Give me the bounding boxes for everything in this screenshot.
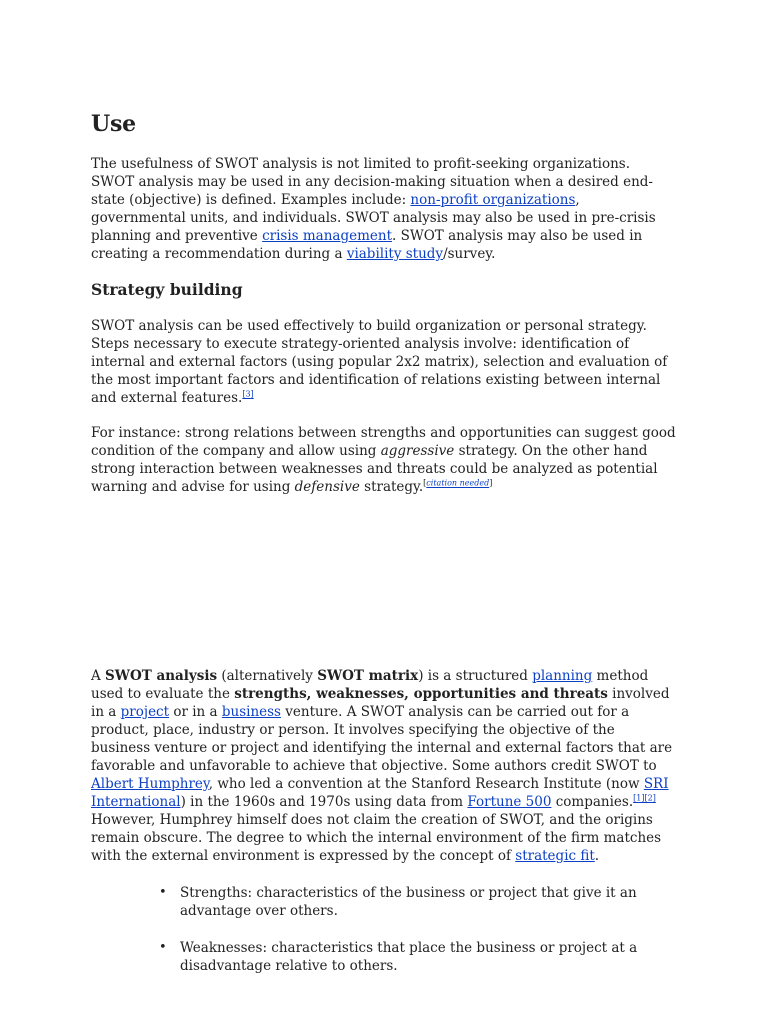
citation-bracket: [: [423, 478, 427, 488]
bullet-icon: •: [159, 885, 167, 900]
text-run: , governmental units, and individuals. SWOT analysis may also be used in pre-crisis planning and preventive: [91, 192, 656, 244]
text-run: or in a: [169, 704, 222, 720]
text-run: method used to evaluate the: [91, 668, 649, 702]
bullet-icon: •: [159, 940, 167, 955]
text-run: companies.: [551, 794, 634, 810]
text-run: ) in the 1960s and 1970s using data from: [180, 794, 468, 810]
link-crisis-management[interactable]: crisis management: [262, 228, 393, 244]
paragraph-strategy-steps: [91, 317, 677, 407]
text-run: , who led a convention at the Stanford Research Institute (now: [208, 776, 644, 792]
link-viability-study[interactable]: viability study: [346, 246, 444, 262]
link-sri-international[interactable]: SRI International: [91, 776, 669, 810]
bold-swot-elements: strengths, weaknesses, opportunities and threats: [234, 686, 608, 702]
paragraph-swot-definition: [91, 667, 677, 865]
paragraph-strategy-example: [91, 424, 677, 496]
citation-link-3[interactable]: [3]: [242, 389, 254, 399]
citation-needed-link[interactable]: citation needed: [426, 478, 490, 488]
list-item-weaknesses: [91, 939, 660, 975]
section-heading-use: Use: [91, 111, 136, 137]
article-body: [91, 110, 677, 994]
link-strategic-fit[interactable]: strategic fit: [515, 848, 595, 864]
text-run: venture. A SWOT analysis can be carried out for a product, place, industry or person. It involves specifying the objective of the business venture or project and identifying the internal and external factors that are favorable and unfavorable to achieve that objective. Some authors credit SWOT to: [91, 704, 673, 774]
text-run: SWOT analysis can be used effectively to build organization or personal strategy. Steps necessary to execute strategy-oriented analysis involve: identification of internal and external factors (using popular 2x2 matrix), selection and evaluation of the most important factors and identification of relations existing between internal and external features.: [91, 318, 668, 406]
text-run: A: [91, 668, 106, 684]
paragraph-usefulness: [91, 155, 677, 263]
list-item-strengths: [91, 884, 660, 920]
text-run: .: [594, 848, 600, 864]
text-run: The usefulness of SWOT analysis is not limited to profit-seeking organizations. SWOT analysis may be used in any decision-making situation when a desired end-state (objective) is defined. Examples include:: [91, 156, 653, 208]
text-run: However, Humphrey himself does not claim the creation of SWOT, and the origins remain obscure. The degree to which the internal environment of the firm matches with the external environment is expressed by the concept of: [91, 812, 662, 864]
swot-bullet-list: [91, 884, 677, 975]
section-heading-strategy-building: Strategy building: [91, 280, 243, 299]
bold-swot-matrix: SWOT matrix: [317, 668, 419, 684]
link-fortune-500[interactable]: Fortune 500: [467, 794, 552, 810]
link-project[interactable]: project: [120, 704, 170, 720]
link-business[interactable]: business: [221, 704, 281, 720]
text-run: involved in a: [91, 686, 670, 720]
list-item-text: Weaknesses: characteristics that place the business or project at a disadvantage relative to others.: [180, 940, 638, 974]
text-run: (alternatively: [217, 668, 318, 684]
emphasis-aggressive: aggressive: [380, 443, 455, 459]
citation-bracket: ]: [489, 478, 493, 488]
text-run: strategy. On the other hand strong interaction between weaknesses and threats could be analyzed as potential warning and advise for using: [91, 443, 658, 495]
bold-swot-analysis: SWOT analysis: [105, 668, 218, 684]
citation-link-1-2[interactable]: [1][2]: [633, 793, 656, 803]
text-run: For instance: strong relations between strengths and opportunities can suggest good condition of the company and allow using: [91, 425, 676, 459]
text-run: ) is a structured: [418, 668, 533, 684]
text-run: . SWOT analysis may also be used in creating a recommendation during a: [91, 228, 643, 262]
link-albert-humphrey[interactable]: Albert Humphrey: [91, 776, 209, 792]
link-planning[interactable]: planning: [532, 668, 593, 684]
link-non-profit-organizations[interactable]: non-profit organizations: [410, 192, 576, 208]
text-run: strategy.: [359, 479, 424, 495]
list-item-text: Strengths: characteristics of the business or project that give it an advantage over others.: [180, 885, 637, 919]
text-run: /survey.: [443, 246, 496, 262]
emphasis-defensive: defensive: [294, 479, 360, 495]
